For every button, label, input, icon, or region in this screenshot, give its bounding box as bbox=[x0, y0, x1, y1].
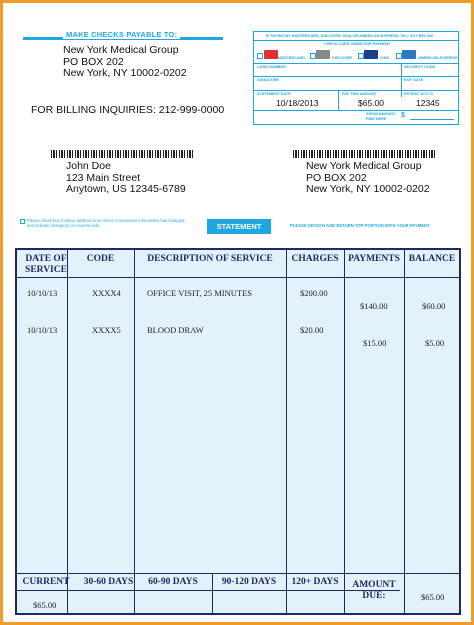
aging-60-90: 60-90 DAYS bbox=[148, 577, 198, 587]
amount-paid-field[interactable] bbox=[410, 119, 454, 120]
column-divider bbox=[212, 573, 213, 613]
payee-line: New York, NY 10002-0202 bbox=[63, 67, 187, 79]
cell-balance: $60.00 bbox=[422, 301, 446, 311]
cell-charges: $200.00 bbox=[300, 288, 328, 298]
aging-30-60: 30-60 DAYS bbox=[83, 577, 134, 587]
header-description: DESCRIPTION OF SERVICE bbox=[147, 254, 273, 264]
signature-label: SIGNATURE bbox=[257, 78, 280, 82]
card-label: DISCOVER bbox=[332, 56, 352, 60]
current-amount: $65.00 bbox=[33, 600, 57, 610]
mastercard-icon bbox=[264, 50, 278, 59]
statement-label: STATEMENT bbox=[207, 219, 271, 234]
column-divider bbox=[344, 250, 345, 613]
card-payment-box bbox=[253, 31, 459, 125]
patient-line: John Doe bbox=[66, 160, 111, 172]
cell-description: OFFICE VISIT, 25 MINUTES bbox=[147, 288, 252, 298]
patient-acct: 12345 bbox=[416, 98, 440, 108]
cell-code: XXXX4 bbox=[92, 288, 121, 298]
payee-line: PO BOX 202 bbox=[63, 55, 124, 68]
aging-current: CURRENT bbox=[22, 577, 70, 587]
statement-date: 10/18/2013 bbox=[276, 98, 319, 108]
cell-balance: $5.00 bbox=[425, 338, 445, 348]
payee-address bbox=[63, 45, 187, 80]
check-card-label: CHECK CARD USING FOR PAYMENT bbox=[324, 42, 391, 46]
exp-date-label: EXP. DATE bbox=[404, 78, 424, 82]
column-divider bbox=[67, 250, 68, 613]
card-label: AMERICAN EXPRESS bbox=[418, 56, 458, 60]
pay-this-amount: $65.00 bbox=[358, 98, 384, 108]
discover-icon bbox=[316, 50, 330, 59]
aging-divider bbox=[17, 573, 459, 574]
amount-due-label: AMOUNT DUE: bbox=[352, 580, 396, 601]
address-change-checkbox[interactable] bbox=[20, 219, 25, 224]
cell-description: BLOOD DRAW bbox=[147, 325, 204, 335]
remit-address bbox=[306, 161, 430, 196]
payee-line: New York Medical Group bbox=[63, 44, 179, 56]
amount-due: $65.00 bbox=[421, 592, 445, 602]
detach-note: PLEASE DETACH AND RETURN TOP PORTION WITH YOUR PAYMENT bbox=[290, 223, 430, 228]
remit-line: PO BOX 202 bbox=[306, 171, 367, 184]
remit-barcode bbox=[293, 150, 435, 158]
column-divider bbox=[134, 250, 135, 613]
pay-amount-label: PAY THIS AMOUNT bbox=[342, 92, 377, 96]
aging-header-divider bbox=[17, 590, 400, 591]
patient-barcode bbox=[51, 150, 193, 158]
cell-charges: $20.00 bbox=[300, 325, 324, 335]
amex-icon bbox=[402, 50, 416, 59]
statement-table bbox=[15, 248, 461, 615]
cell-date: 10/10/13 bbox=[27, 288, 58, 298]
aging-120-plus: 120+ DAYS bbox=[291, 577, 339, 587]
patient-acct-label: PATIENT ACCT# bbox=[404, 92, 434, 96]
header-divider bbox=[17, 277, 459, 278]
patient-line: 123 Main Street bbox=[66, 171, 141, 184]
patient-address bbox=[66, 161, 186, 196]
make-checks-label: MAKE CHECKS PAYABLE TO: bbox=[63, 30, 180, 39]
address-change-note: Please check box if above address is incorrect or insurance information has changed, and indicate change(s) on reverse side. bbox=[27, 218, 186, 229]
header-charges: CHARGES bbox=[291, 254, 339, 264]
visa-icon bbox=[364, 50, 378, 59]
cell-payments: $140.00 bbox=[360, 301, 388, 311]
card-label: MASTERCARD bbox=[278, 56, 305, 60]
header-payments: PAYMENTS bbox=[348, 254, 400, 264]
billing-inquiries: FOR BILLING INQUIRIES: 212-999-0000 bbox=[31, 104, 225, 116]
card-label: VISA bbox=[380, 56, 389, 60]
patient-line: Anytown, US 12345-6789 bbox=[66, 183, 186, 195]
cell-date: 10/10/13 bbox=[27, 325, 58, 335]
header-date-of-service: DATE OF SERVICE bbox=[25, 254, 67, 275]
remit-line: New York, NY 10002-0202 bbox=[306, 183, 430, 195]
amount-paid-dollar: $ bbox=[401, 112, 405, 119]
card-number-label: CARD NUMBER bbox=[257, 65, 286, 69]
mastercard-checkbox[interactable] bbox=[257, 53, 263, 59]
cell-code: XXXX5 bbox=[92, 325, 121, 335]
header-balance: BALANCE bbox=[408, 254, 456, 264]
header-code: CODE bbox=[86, 254, 115, 264]
column-divider bbox=[286, 250, 287, 613]
card-box-title: IF PAYING BY MASTERCARD, DISCOVER, VISA OR AMERICAN EXPRESS, FILL OUT BELOW. bbox=[266, 34, 434, 38]
aging-90-120: 90-120 DAYS bbox=[221, 577, 277, 587]
security-code-label: SECURITY CODE bbox=[404, 65, 436, 69]
remit-line: New York Medical Group bbox=[306, 160, 422, 172]
show-amount-paid-label: SHOW AMOUNT PAID HERE bbox=[366, 112, 396, 121]
column-divider bbox=[404, 250, 405, 613]
statement-date-label: STATEMENT DATE bbox=[257, 92, 291, 96]
cell-payments: $15.00 bbox=[363, 338, 387, 348]
